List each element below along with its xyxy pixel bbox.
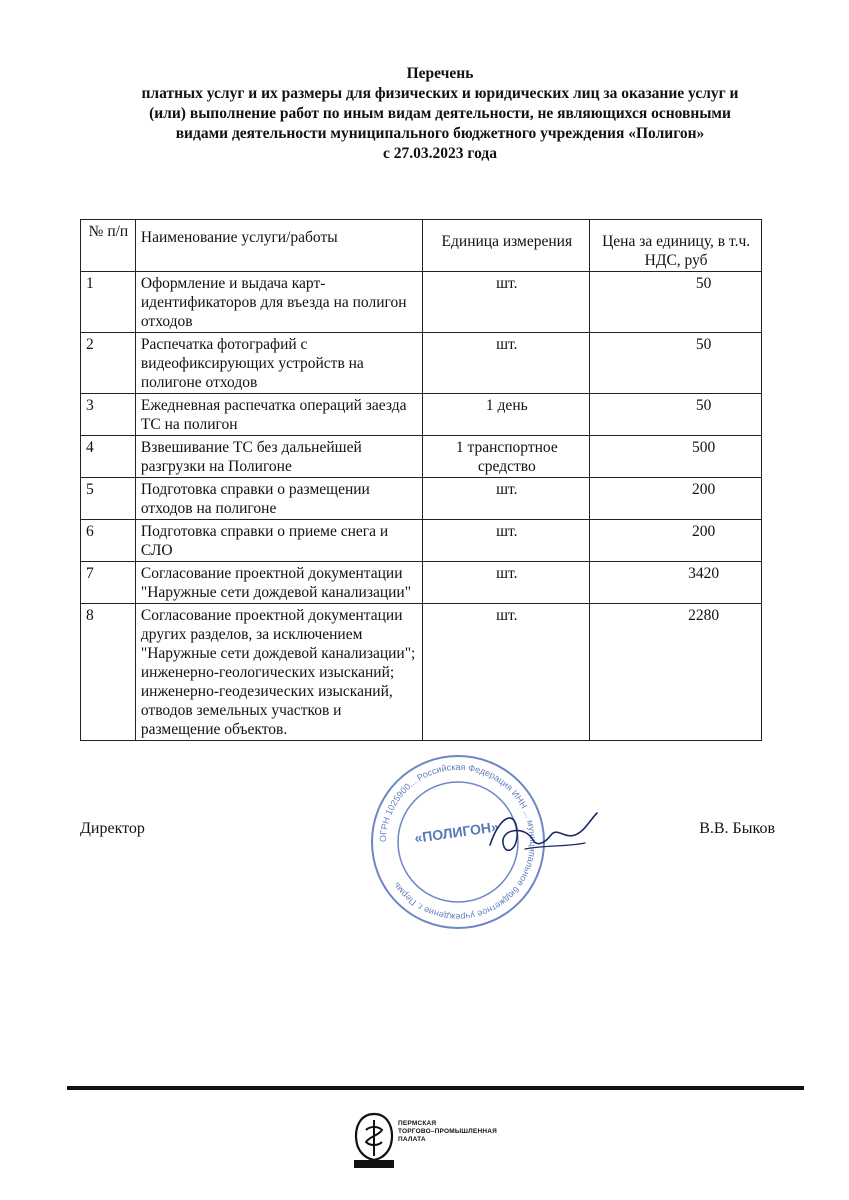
row-num: 3	[81, 394, 136, 436]
header-name: Наименование услуги/работы	[135, 220, 423, 272]
row-unit: шт.	[423, 520, 590, 562]
title-line-5: с 27.03.2023 года	[383, 145, 497, 162]
row-name: Ежедневная распечатка операций заезда ТС на полигон	[135, 394, 423, 436]
row-name: Подготовка справки о размещении отходов на полигоне	[135, 478, 423, 520]
row-unit: шт.	[423, 562, 590, 604]
row-name: Согласование проектной документации других разделов, за исключением "Наружные сети дождевой канализации"; инженерно-геологических изысканий; инженерно-геодезических изысканий, отводов земельных участков и размещение объектов.	[135, 604, 423, 741]
row-price: 2280	[590, 604, 762, 741]
table-row	[81, 333, 762, 394]
row-num: 2	[81, 333, 136, 394]
table-header-row	[81, 220, 762, 272]
row-num: 6	[81, 520, 136, 562]
handwritten-signature	[485, 805, 605, 865]
row-unit: шт.	[423, 478, 590, 520]
row-price: 50	[590, 272, 762, 333]
stamp-ring-text: ОГРН 1025900... Российская Федерация ИНН ... муниципальное бюджетное учреждение г. Пермь	[377, 761, 539, 923]
document-title	[80, 64, 800, 164]
row-name: Взвешивание ТС без дальнейшей разгрузки на Полигоне	[135, 436, 423, 478]
row-unit: 1 транспортное средство	[423, 436, 590, 478]
row-price: 500	[590, 436, 762, 478]
row-price: 50	[590, 333, 762, 394]
table-row	[81, 478, 762, 520]
stamp-center-text: «ПОЛИГОН»	[413, 818, 500, 846]
row-price: 50	[590, 394, 762, 436]
footer-org-line-3: ПАЛАТА	[398, 1136, 426, 1143]
row-num: 7	[81, 562, 136, 604]
row-price: 200	[590, 520, 762, 562]
director-name: В.В. Быков	[699, 820, 775, 837]
row-name: Подготовка справки о приеме снега и СЛО	[135, 520, 423, 562]
footer-org-name	[398, 1120, 497, 1144]
footer-org-line-2: ТОРГОВО–ПРОМЫШЛЕННАЯ	[398, 1128, 497, 1135]
row-name: Согласование проектной документации "Наружные сети дождевой канализации"	[135, 562, 423, 604]
row-num: 4	[81, 436, 136, 478]
footer-org-line-1: ПЕРМСКАЯ	[398, 1120, 437, 1127]
header-num: № п/п	[81, 220, 136, 272]
table-row	[81, 272, 762, 333]
row-unit: шт.	[423, 333, 590, 394]
row-unit: шт.	[423, 272, 590, 333]
row-num: 5	[81, 478, 136, 520]
table-row	[81, 436, 762, 478]
header-unit: Единица измерения	[423, 220, 590, 272]
table-row	[81, 604, 762, 741]
row-num: 1	[81, 272, 136, 333]
table-row	[81, 394, 762, 436]
table-row	[81, 562, 762, 604]
footer-rule	[67, 1086, 804, 1090]
row-price: 3420	[590, 562, 762, 604]
chamber-logo-icon	[348, 1108, 400, 1170]
row-price: 200	[590, 478, 762, 520]
services-table	[80, 219, 762, 741]
header-price: Цена за единицу, в т.ч. НДС, руб	[590, 220, 762, 272]
table-row	[81, 520, 762, 562]
title-line-1: Перечень	[406, 65, 474, 82]
row-name: Оформление и выдача карт-идентификаторов для въезда на полигон отходов	[135, 272, 423, 333]
title-line-3: (или) выполнение работ по иным видам деятельности, не являющихся основными	[149, 105, 731, 122]
row-unit: 1 день	[423, 394, 590, 436]
row-name: Распечатка фотографий с видеофиксирующих устройств на полигоне отходов	[135, 333, 423, 394]
director-label: Директор	[80, 820, 145, 837]
title-line-2: платных услуг и их размеры для физических и юридических лиц за оказание услуг и	[141, 85, 739, 102]
title-line-4: видами деятельности муниципального бюджетного учреждения «Полигон»	[175, 125, 705, 142]
row-num: 8	[81, 604, 136, 741]
row-unit: шт.	[423, 604, 590, 741]
